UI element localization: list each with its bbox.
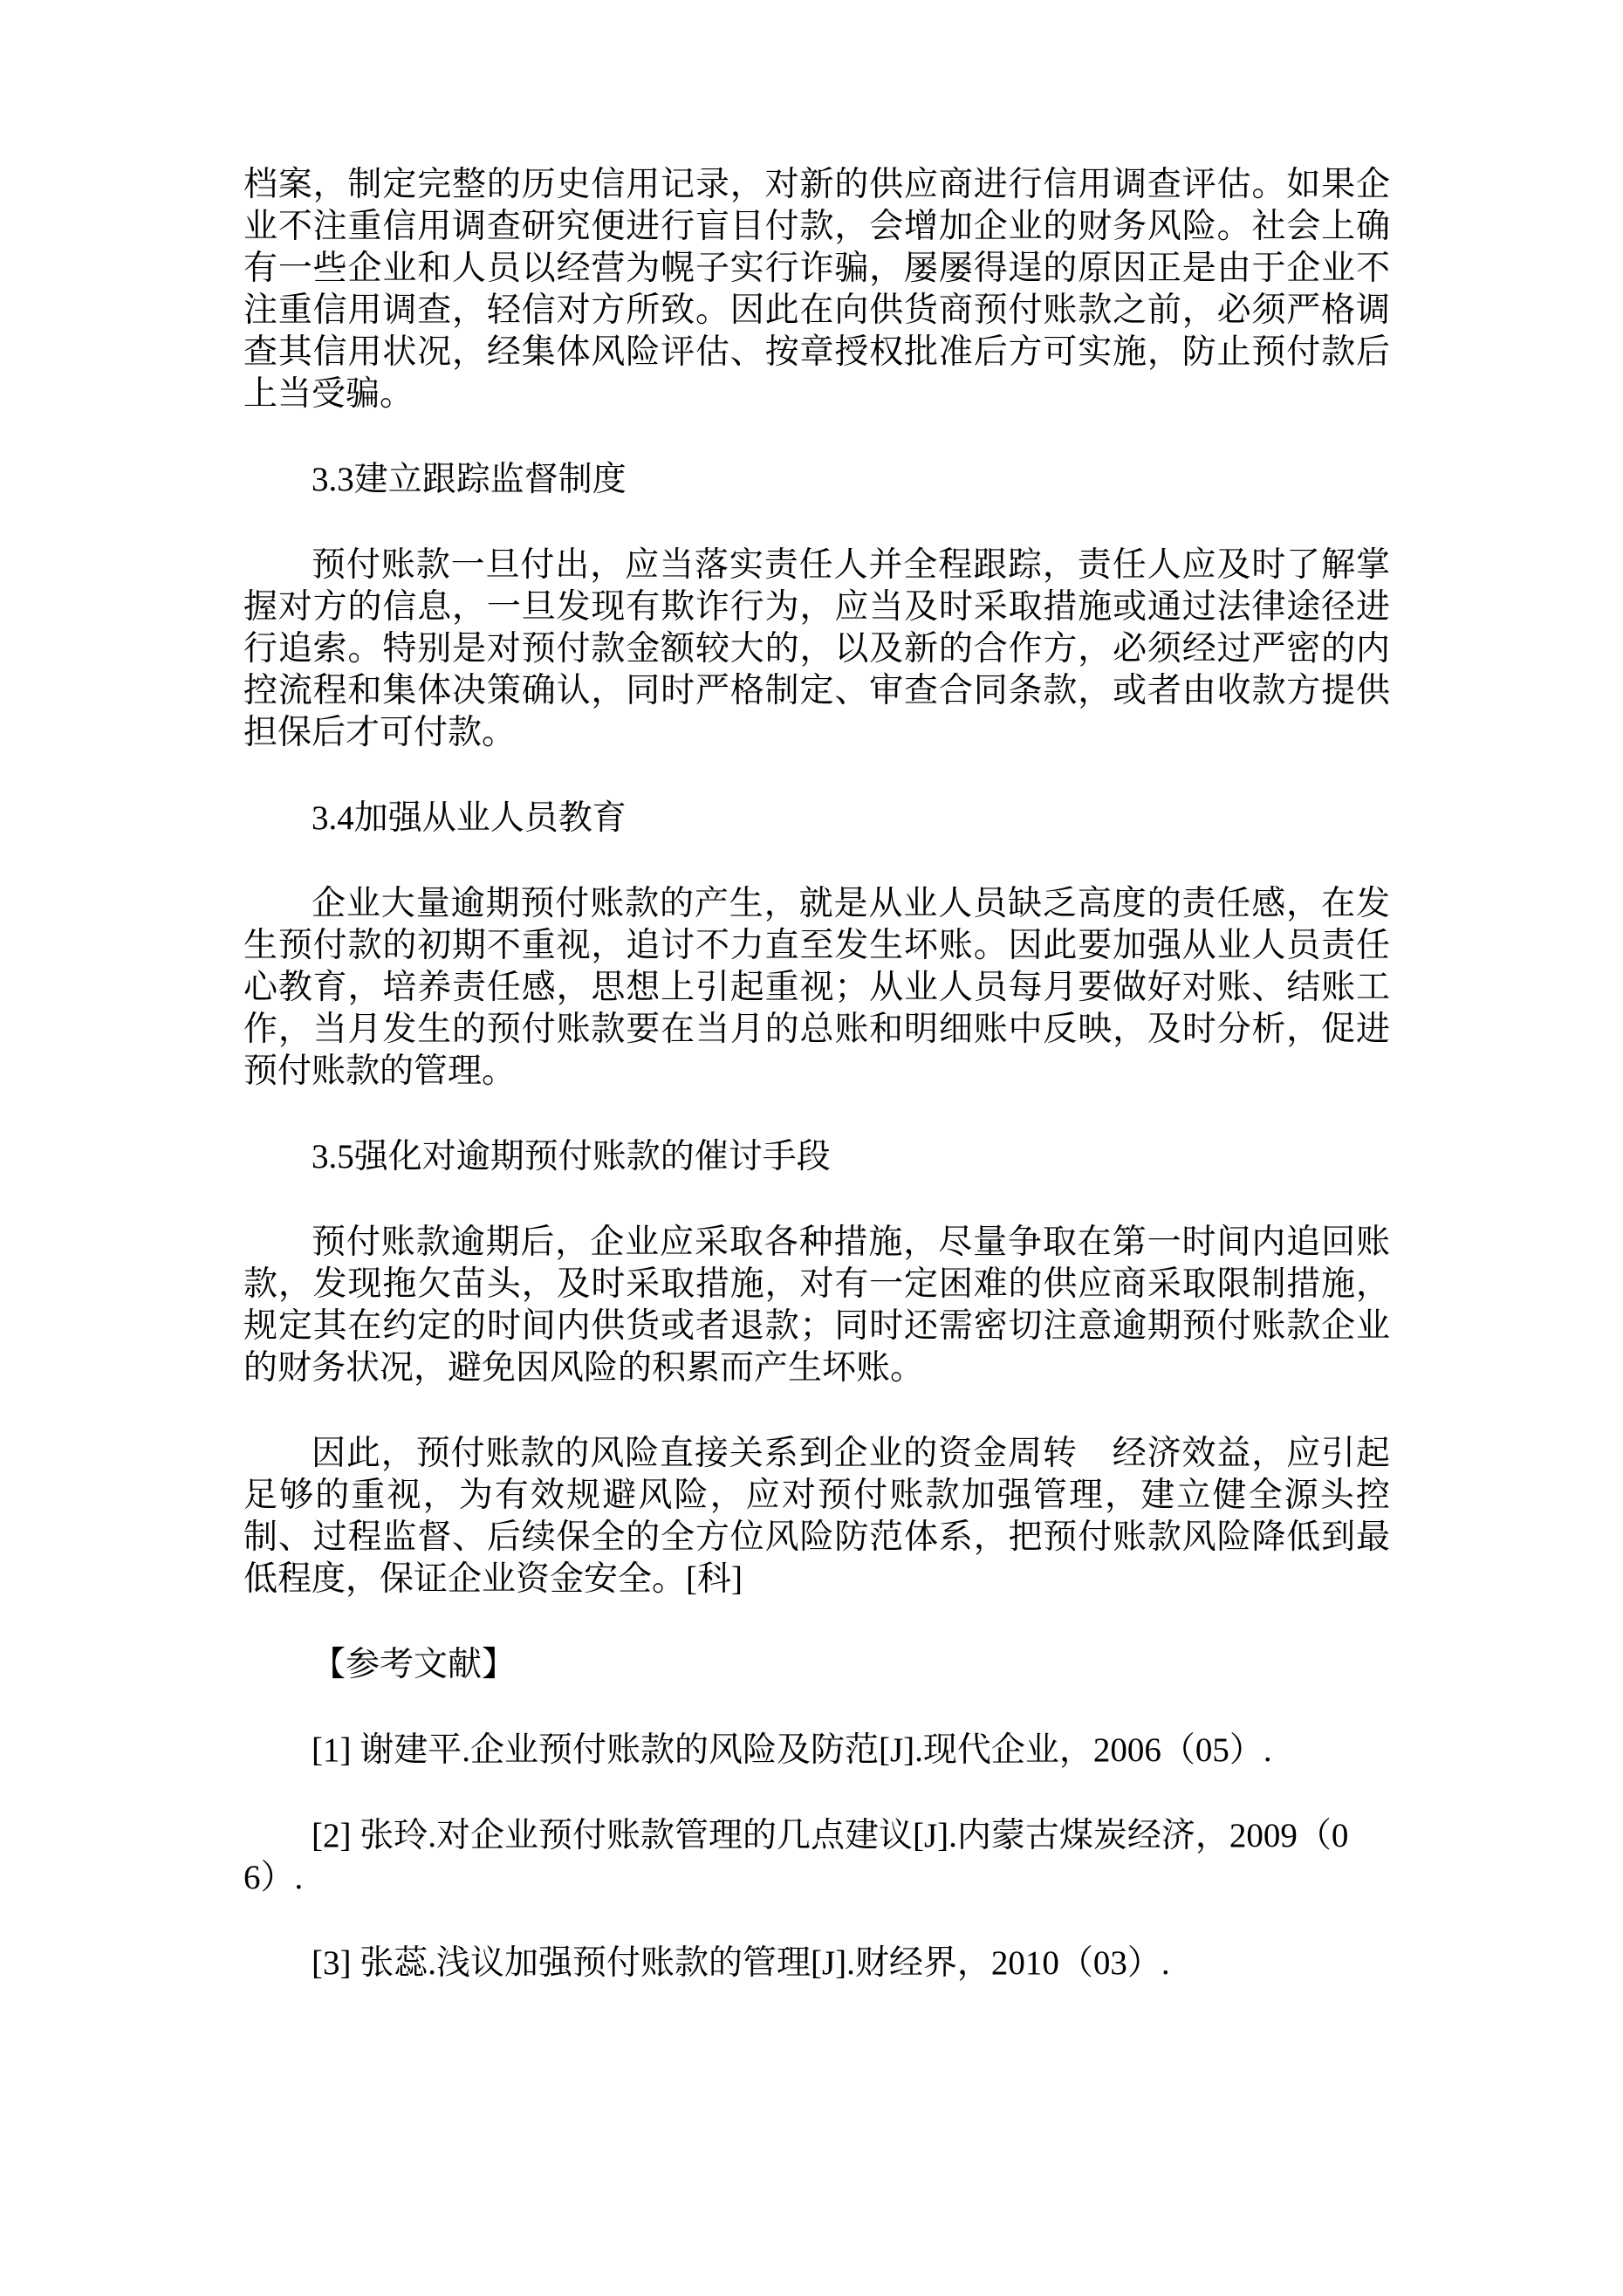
references-heading: 【参考文献】	[312, 1646, 517, 1683]
paragraph-3-3: 预付账款一旦付出，应当落实责任人并全程跟踪，责任人应及时了解掌握对方的信息，一旦发现有欺诈行为，应当及时采取措施或通过法律途径进行追索。特别是对预付款金额较大的，以及新的合作方，必须经过严密的内控流程和集体决策确认，同时严格制定、审查合同条款，或者由收款方提供担保后才可付款。	[243, 546, 1390, 751]
reference-item-1: [1] 谢建平.企业预付账款的风险及防范[J].现代企业，2006（05）.	[312, 1731, 1272, 1769]
continuation-paragraph: 档案，制定完整的历史信用记录，对新的供应商进行信用调查评估。如果企业不注重信用调查研究便进行盲目付款，会增加企业的财务风险。社会上确有一些企业和人员以经营为幌子实行诈骗，屡屡得逞的原因正是由于企业不注重信用调查，轻信对方所致。因此在向供货商预付账款之前，必须严格调查其信用状况，经集体风险评估、按章授权批准后方可实施，防止预付款后上当受骗。	[243, 166, 1390, 413]
paragraph-3-5: 预付账款逾期后，企业应采取各种措施，尽量争取在第一时间内追回账款，发现拖欠苗头，及时采取措施，对有一定困难的供应商采取限制措施，规定其在约定的时间内供货或者退款；同时还需密切注意逾期预付账款企业的财务状况，避免因风险的积累而产生坏账。	[243, 1223, 1390, 1387]
reference-item-2: [2] 张玲.对企业预付账款管理的几点建议[J].内蒙古煤炭经济，2009（06）.	[243, 1817, 1349, 1896]
paragraph-3-4: 企业大量逾期预付账款的产生，就是从业人员缺乏高度的责任感，在发生预付款的初期不重视，追讨不力直至发生坏账。因此要加强从业人员责任心教育，培养责任感，思想上引起重视；从业人员每月要做好对账、结账工作，当月发生的预付账款要在当月的总账和明细账中反映，及时分析，促进预付账款的管理。	[243, 885, 1390, 1090]
conclusion-paragraph: 因此，预付账款的风险直接关系到企业的资金周转 经济效益，应引起足够的重视，为有效规避风险，应对预付账款加强管理，建立健全源头控制、过程监督、后续保全的全方位风险防范体系，把预付账款风险降低到最低程度，保证企业资金安全。[科]	[243, 1435, 1390, 1598]
document-text-column	[243, 164, 1390, 1984]
reference-item-3: [3] 张蕊.浅议加强预付账款的管理[J].财经界，2010（03）.	[312, 1944, 1170, 1982]
section-heading-3-5: 3.5强化对逾期预付账款的催讨手段	[312, 1138, 831, 1175]
section-heading-3-3: 3.3建立跟踪监督制度	[312, 461, 627, 498]
section-heading-3-4: 3.4加强从业人员教育	[312, 799, 627, 837]
